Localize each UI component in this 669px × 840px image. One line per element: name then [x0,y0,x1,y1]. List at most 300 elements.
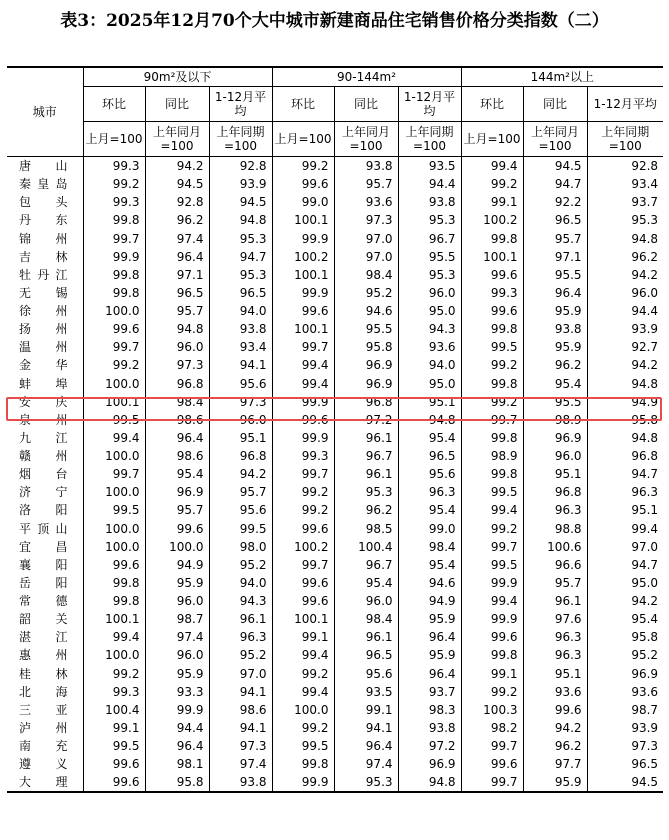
index-value: 94.2 [209,465,272,483]
table-row [7,320,663,338]
index-value: 99.8 [83,574,145,592]
city-name: 秦 皇 岛 [19,177,68,192]
city-cell [7,665,83,683]
index-value: 96.0 [334,592,398,610]
index-value: 98.0 [209,538,272,556]
index-value: 100.4 [334,538,398,556]
index-value: 95.1 [523,665,587,683]
index-value: 99.6 [83,773,145,792]
index-value: 95.3 [334,773,398,792]
index-value: 96.5 [398,447,461,465]
index-value: 99.6 [272,411,334,429]
index-value: 99.2 [272,157,334,176]
index-value: 93.6 [334,193,398,211]
index-value: 95.0 [398,302,461,320]
index-value: 95.4 [334,574,398,592]
index-value: 98.7 [587,701,663,719]
index-value: 97.3 [145,356,209,374]
city-cell [7,483,83,501]
index-value: 95.2 [334,284,398,302]
index-value: 98.6 [145,447,209,465]
index-value: 99.2 [461,683,523,701]
index-value: 93.8 [398,193,461,211]
index-value: 93.6 [587,683,663,701]
index-value: 98.2 [461,719,523,737]
city-name: 韶 关 [19,612,68,627]
city-name: 遵 义 [19,757,68,772]
index-value: 94.1 [209,683,272,701]
city-cell [7,284,83,302]
index-value: 95.7 [145,501,209,519]
city-name: 洛 阳 [19,503,68,518]
index-value: 95.6 [209,375,272,393]
table-row [7,248,663,266]
header-base: 上月=100 [83,122,145,157]
index-value: 99.3 [461,284,523,302]
index-value: 94.8 [587,375,663,393]
index-value: 95.3 [334,483,398,501]
index-value: 94.8 [398,773,461,792]
index-value: 93.9 [209,175,272,193]
table-row [7,501,663,519]
city-cell [7,266,83,284]
index-value: 99.9 [272,230,334,248]
table-row [7,211,663,229]
index-value: 99.7 [461,411,523,429]
index-value: 99.2 [83,356,145,374]
index-value: 99.7 [272,556,334,574]
index-value: 99.5 [83,737,145,755]
index-value: 96.1 [209,610,272,628]
index-value: 92.7 [587,338,663,356]
index-value: 94.0 [398,356,461,374]
index-value: 96.3 [209,628,272,646]
index-value: 99.8 [461,320,523,338]
index-value: 99.9 [272,429,334,447]
index-value: 100.2 [461,211,523,229]
index-value: 95.6 [209,501,272,519]
index-value: 97.4 [209,755,272,773]
city-cell [7,628,83,646]
index-value: 100.3 [461,701,523,719]
city-cell [7,157,83,176]
index-value: 95.6 [398,465,461,483]
index-value: 96.3 [587,483,663,501]
index-value: 94.3 [398,320,461,338]
index-value: 98.4 [398,538,461,556]
index-value: 93.4 [209,338,272,356]
index-value: 93.9 [587,719,663,737]
index-value: 99.0 [272,193,334,211]
index-value: 97.0 [587,538,663,556]
index-value: 94.1 [334,719,398,737]
index-value: 95.6 [334,665,398,683]
index-value: 99.0 [398,520,461,538]
table-row [7,429,663,447]
index-value: 95.4 [398,556,461,574]
index-value: 96.0 [398,284,461,302]
index-value: 93.7 [398,683,461,701]
city-cell [7,302,83,320]
index-value: 100.1 [272,211,334,229]
index-value: 93.4 [587,175,663,193]
index-value: 98.9 [523,411,587,429]
index-value: 93.6 [523,683,587,701]
index-value: 95.2 [587,646,663,664]
index-value: 94.8 [587,429,663,447]
city-name: 温 州 [19,340,68,355]
index-value: 99.9 [272,284,334,302]
index-value: 99.8 [272,755,334,773]
index-value: 99.6 [272,574,334,592]
table-row [7,574,663,592]
index-value: 96.2 [523,356,587,374]
table-row [7,701,663,719]
index-value: 99.4 [272,683,334,701]
city-cell [7,193,83,211]
index-value: 92.8 [145,193,209,211]
index-value: 100.6 [523,538,587,556]
index-value: 94.8 [209,211,272,229]
index-value: 99.2 [272,501,334,519]
header-base: 上月=100 [461,122,523,157]
index-value: 95.4 [587,610,663,628]
city-cell [7,175,83,193]
index-value: 95.1 [209,429,272,447]
index-value: 96.4 [145,737,209,755]
index-value: 94.5 [587,773,663,792]
city-cell [7,683,83,701]
index-value: 97.3 [209,737,272,755]
index-value: 94.7 [587,556,663,574]
index-value: 99.7 [83,230,145,248]
table-row [7,592,663,610]
index-value: 100.0 [83,538,145,556]
table-row [7,737,663,755]
index-value: 96.9 [334,356,398,374]
index-value: 99.1 [272,628,334,646]
index-value: 94.9 [587,393,663,411]
index-value: 97.6 [523,610,587,628]
index-value: 94.6 [398,574,461,592]
index-value: 95.9 [523,338,587,356]
index-value: 95.4 [398,429,461,447]
index-value: 100.0 [83,302,145,320]
header-metric: 同比 [334,87,398,122]
index-value: 96.0 [523,447,587,465]
index-value: 98.8 [523,520,587,538]
index-value: 99.2 [461,175,523,193]
header-base: 上年同期=100 [209,122,272,157]
table-row [7,284,663,302]
index-value: 99.5 [461,338,523,356]
index-value: 96.4 [398,665,461,683]
index-value: 99.5 [209,520,272,538]
index-value: 96.8 [209,447,272,465]
index-value: 94.6 [334,302,398,320]
index-value: 95.5 [523,266,587,284]
index-value: 97.4 [145,230,209,248]
index-value: 99.2 [272,483,334,501]
header-metric-row [7,87,663,122]
index-value: 100.0 [272,701,334,719]
city-name: 济 宁 [19,485,68,500]
index-value: 94.1 [209,719,272,737]
index-value: 96.1 [334,465,398,483]
index-value: 95.3 [209,266,272,284]
index-value: 96.1 [523,592,587,610]
index-value: 95.1 [587,501,663,519]
index-value: 94.2 [587,356,663,374]
table-row [7,755,663,773]
index-value: 95.9 [523,302,587,320]
table-row [7,628,663,646]
index-value: 94.8 [398,411,461,429]
table-row [7,646,663,664]
index-value: 98.4 [334,266,398,284]
index-value: 94.2 [523,719,587,737]
city-name: 桂 林 [19,666,68,681]
index-value: 94.2 [587,592,663,610]
index-value: 96.2 [523,737,587,755]
index-value: 99.6 [83,320,145,338]
index-value: 99.5 [461,483,523,501]
city-cell [7,592,83,610]
index-value: 99.6 [272,520,334,538]
city-name: 襄 阳 [19,557,68,572]
index-value: 99.1 [461,193,523,211]
city-name: 大 理 [19,775,68,790]
index-value: 100.0 [83,447,145,465]
index-value: 99.8 [83,266,145,284]
index-value: 100.0 [145,538,209,556]
index-value: 95.5 [523,393,587,411]
table-row [7,610,663,628]
index-value: 99.2 [83,175,145,193]
index-value: 97.1 [523,248,587,266]
index-value: 96.5 [334,646,398,664]
index-value: 99.4 [272,646,334,664]
index-value: 93.3 [145,683,209,701]
index-value: 94.1 [209,356,272,374]
index-value: 99.7 [83,338,145,356]
index-value: 99.7 [83,465,145,483]
city-cell [7,338,83,356]
header-group-small: 90m²及以下 [83,67,272,87]
city-name: 平 顶 山 [19,521,68,536]
city-cell [7,773,83,792]
index-value: 99.5 [83,411,145,429]
table-row [7,193,663,211]
index-value: 97.0 [209,665,272,683]
index-value: 96.2 [145,211,209,229]
index-value: 99.6 [461,755,523,773]
index-value: 99.8 [461,465,523,483]
index-value: 97.4 [145,628,209,646]
index-value: 95.2 [209,646,272,664]
index-value: 99.8 [461,429,523,447]
header-base: 上年同期=100 [398,122,461,157]
index-value: 95.3 [398,211,461,229]
index-value: 96.4 [145,248,209,266]
index-value: 99.3 [83,683,145,701]
index-value: 97.4 [334,755,398,773]
table-row [7,302,663,320]
index-value: 92.8 [209,157,272,176]
table-row [7,520,663,538]
index-value: 97.2 [334,411,398,429]
index-value: 97.0 [334,230,398,248]
index-value: 92.8 [587,157,663,176]
index-value: 94.4 [145,719,209,737]
index-value: 96.0 [145,338,209,356]
city-cell [7,574,83,592]
index-value: 99.9 [272,773,334,792]
page-title: 表3：2025年12月70个大中城市新建商品住宅销售价格分类指数（二） [60,11,609,31]
index-value: 94.0 [209,574,272,592]
city-cell [7,719,83,737]
city-cell [7,248,83,266]
index-value: 95.3 [209,230,272,248]
index-value: 96.9 [523,429,587,447]
index-value: 95.5 [398,248,461,266]
index-value: 96.9 [398,755,461,773]
index-value: 100.1 [461,248,523,266]
city-name: 扬 州 [19,322,68,337]
index-value: 99.9 [83,248,145,266]
table-row [7,665,663,683]
index-value: 99.5 [83,501,145,519]
header-base-row [7,122,663,157]
index-value: 99.7 [272,465,334,483]
index-value: 93.8 [334,157,398,176]
index-value: 96.4 [523,284,587,302]
header-metric: 1-12月平均 [587,87,663,122]
index-value: 99.6 [83,755,145,773]
index-value: 99.7 [461,737,523,755]
index-value: 99.7 [272,338,334,356]
header-metric: 同比 [523,87,587,122]
index-value: 94.8 [145,320,209,338]
table-body [7,157,663,793]
index-value: 96.5 [145,284,209,302]
index-value: 95.3 [398,266,461,284]
header-base: 上年同月=100 [145,122,209,157]
city-name: 丹 东 [19,213,68,228]
table-row [7,773,663,792]
header-base: 上年同月=100 [334,122,398,157]
index-value: 99.6 [523,701,587,719]
city-cell [7,538,83,556]
index-value: 93.7 [587,193,663,211]
city-name: 唐 山 [19,159,68,174]
table-row [7,157,663,176]
index-value: 96.2 [334,501,398,519]
table-row [7,230,663,248]
index-value: 96.1 [334,628,398,646]
city-name: 吉 林 [19,249,68,264]
index-value: 99.4 [83,429,145,447]
city-cell [7,375,83,393]
index-value: 99.1 [334,701,398,719]
index-value: 99.5 [272,737,334,755]
index-value: 94.5 [209,193,272,211]
index-value: 95.8 [334,338,398,356]
index-value: 99.8 [461,230,523,248]
index-value: 96.4 [334,737,398,755]
index-value: 97.3 [587,737,663,755]
index-value: 96.8 [587,447,663,465]
header-base: 上年同月=100 [523,122,587,157]
index-value: 95.7 [523,574,587,592]
index-value: 96.0 [145,592,209,610]
index-value: 99.8 [83,284,145,302]
table-row [7,465,663,483]
city-name: 九 江 [19,430,68,445]
index-value: 99.4 [83,628,145,646]
index-value: 93.9 [587,320,663,338]
index-value: 99.8 [461,375,523,393]
city-name: 泉 州 [19,412,68,427]
header-metric: 环比 [461,87,523,122]
index-value: 98.4 [145,393,209,411]
index-value: 95.5 [334,320,398,338]
index-value: 93.8 [209,320,272,338]
index-value: 93.8 [398,719,461,737]
index-value: 98.9 [461,447,523,465]
index-value: 96.0 [145,646,209,664]
index-value: 94.7 [587,465,663,483]
index-value: 97.3 [334,211,398,229]
header-metric: 环比 [272,87,334,122]
city-cell [7,646,83,664]
index-value: 98.6 [145,411,209,429]
index-value: 99.2 [461,356,523,374]
index-value: 92.2 [523,193,587,211]
city-name: 岳 阳 [19,575,68,590]
table-header [7,67,663,157]
city-name: 安 庆 [19,394,68,409]
index-value: 99.6 [83,556,145,574]
index-value: 93.6 [398,338,461,356]
index-value: 94.7 [209,248,272,266]
index-value: 95.0 [398,375,461,393]
index-value: 93.8 [523,320,587,338]
city-name: 无 锡 [19,285,68,300]
index-value: 94.3 [209,592,272,610]
index-value: 99.9 [145,701,209,719]
index-value: 95.1 [523,465,587,483]
index-value: 99.8 [83,211,145,229]
city-cell [7,411,83,429]
index-value: 100.1 [272,610,334,628]
city-name: 泸 州 [19,720,68,735]
index-value: 93.5 [334,683,398,701]
header-metric: 1-12月平均 [209,87,272,122]
index-value: 94.0 [209,302,272,320]
index-value: 95.8 [587,628,663,646]
table-row [7,538,663,556]
index-value: 99.2 [83,665,145,683]
index-value: 95.8 [145,773,209,792]
index-value: 96.7 [334,447,398,465]
index-value: 96.3 [523,628,587,646]
city-name: 湛 江 [19,630,68,645]
header-group-large: 144m²以上 [461,67,663,87]
index-value: 96.8 [145,375,209,393]
index-value: 94.2 [587,266,663,284]
index-value: 99.3 [83,193,145,211]
